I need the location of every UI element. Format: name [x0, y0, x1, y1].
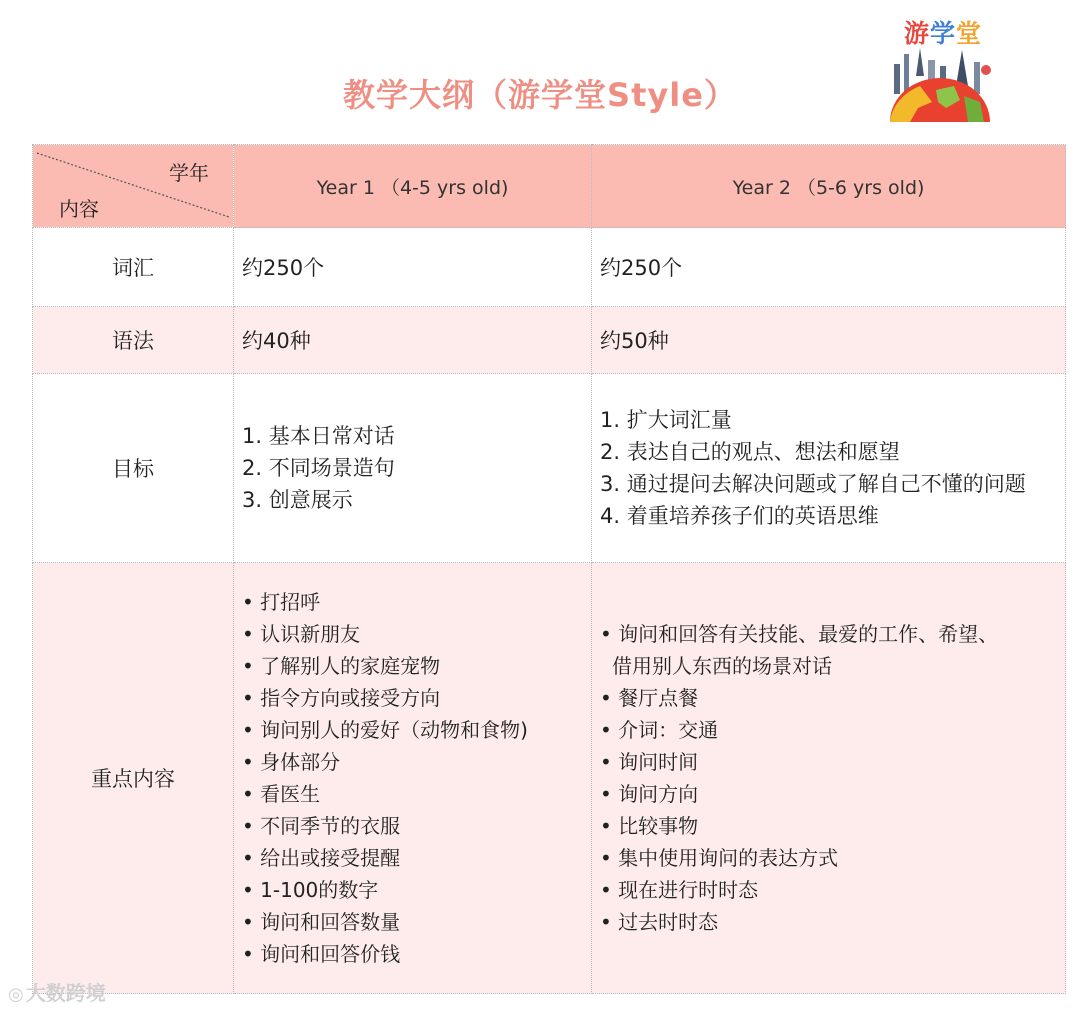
focus-year2: [592, 563, 1066, 994]
header-year-label: 学年: [169, 161, 209, 185]
list-item: • 比较事物: [600, 810, 1065, 842]
watermark: ◎ 大数跨境: [8, 981, 106, 1005]
corner-header-cell: [33, 145, 234, 228]
grammar-year2: 约50种: [592, 307, 1066, 374]
list-item: • 了解别人的家庭宠物: [242, 650, 591, 682]
page-title: 教学大纲（游学堂Style）: [343, 76, 737, 114]
list-item: 1. 基本日常对话: [242, 424, 395, 448]
goal-year1: [234, 374, 592, 563]
list-item: • 现在进行时时态: [600, 874, 1065, 906]
header-year2: Year 2 （5-6 yrs old): [592, 145, 1066, 228]
table-row-grammar: [33, 307, 1066, 374]
watermark-icon: ◎: [8, 984, 24, 1005]
globe-skyline-icon: [880, 46, 1000, 124]
list-item: 2. 不同场景造句: [242, 456, 395, 480]
header-content-label: 内容: [59, 197, 99, 221]
list-item: • 认识新朋友: [242, 618, 591, 650]
vocab-year2: 约250个: [592, 228, 1066, 307]
logo-text: 游学堂: [904, 19, 983, 48]
list-item: 1. 扩大词汇量: [600, 408, 732, 432]
goal-year2: [592, 374, 1066, 563]
list-item: • 身体部分: [242, 746, 591, 778]
list-item: • 打招呼: [242, 586, 591, 618]
table-row-goal: [33, 374, 1066, 563]
list-item: • 询问和回答价钱: [242, 938, 591, 970]
list-item: • 询问和回答数量: [242, 906, 591, 938]
focus-year1: [234, 563, 592, 994]
list-item: • 指令方向或接受方向: [242, 682, 591, 714]
header-year1: Year 1 （4-5 yrs old): [234, 145, 592, 228]
vocab-year1: 约250个: [234, 228, 592, 307]
list-item: • 介词：交通: [600, 714, 1065, 746]
list-item: • 询问别人的爱好（动物和食物): [242, 714, 591, 746]
grammar-year1: 约40种: [234, 307, 592, 374]
list-item: • 集中使用询问的表达方式: [600, 842, 1065, 874]
table-header-row: [33, 145, 1066, 228]
list-item: • 看医生: [242, 778, 591, 810]
row-label-grammar: 语法: [33, 307, 234, 374]
list-item: 4. 着重培养孩子们的英语思维: [600, 504, 879, 528]
list-item: • 1-100的数字: [242, 874, 591, 906]
list-item: 2. 表达自己的观点、想法和愿望: [600, 440, 900, 464]
list-item: • 过去时时态: [600, 906, 1065, 938]
list-item: • 询问方向: [600, 778, 1065, 810]
table-row-focus: [33, 563, 1066, 994]
list-item: 3. 通过提问去解决问题或了解自己不懂的问题: [600, 472, 1026, 496]
row-label-vocab: 词汇: [33, 228, 234, 307]
list-item: • 餐厅点餐: [600, 682, 1065, 714]
list-item: • 询问和回答有关技能、最爱的工作、希望、 借用别人东西的场景对话: [600, 618, 1065, 682]
row-label-goal: 目标: [33, 374, 234, 563]
brand-logo: [880, 12, 1000, 124]
list-item: 3. 创意展示: [242, 488, 353, 512]
list-item: • 给出或接受提醒: [242, 842, 591, 874]
table-row-vocab: [33, 228, 1066, 307]
list-item: • 不同季节的衣服: [242, 810, 591, 842]
row-label-focus: 重点内容: [33, 563, 234, 994]
syllabus-table: [32, 144, 1066, 994]
list-item: • 询问时间: [600, 746, 1065, 778]
